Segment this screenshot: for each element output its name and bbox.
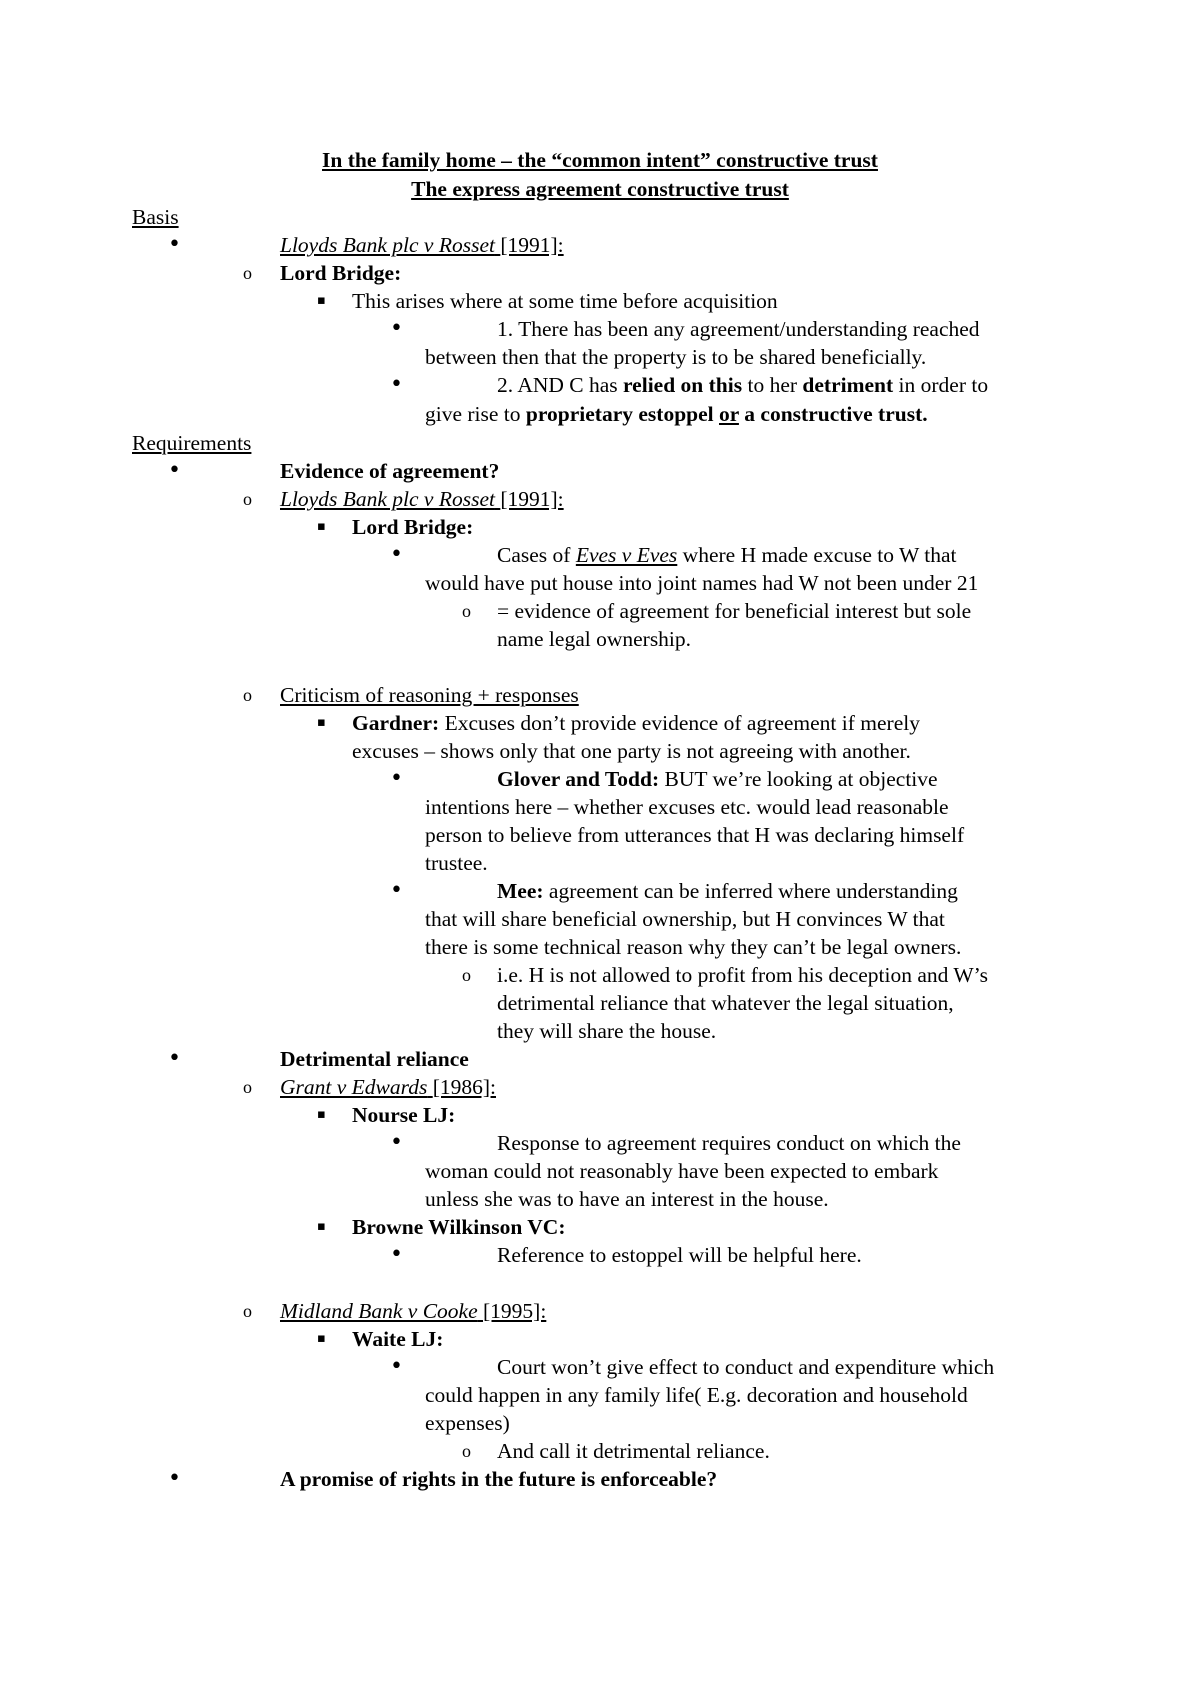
circle-marker: o: [243, 489, 252, 509]
judge-name: Lord Bridge:: [352, 515, 474, 539]
text-line: Court won’t give effect to conduct and expenditure which: [497, 1355, 995, 1379]
circle-marker: o: [243, 263, 252, 283]
circle-marker: o: [243, 1077, 252, 1097]
bullet-marker: •: [390, 372, 403, 397]
case-citation: Midland Bank v Cooke [1995]:: [280, 1299, 547, 1323]
square-marker: ▪: [317, 1331, 326, 1346]
circle-marker: o: [243, 685, 252, 705]
section-heading: A promise of rights in the future is enforceable?: [280, 1467, 718, 1491]
judge-name: Nourse LJ:: [352, 1103, 456, 1127]
bullet-marker: •: [390, 542, 403, 567]
text-line: unless she was to have an interest in the house.: [425, 1187, 829, 1211]
case-citation: Grant v Edwards [1986]:: [280, 1075, 496, 1099]
text-line: could happen in any family life( E.g. decoration and household: [425, 1383, 968, 1407]
text-line: trustee.: [425, 851, 488, 875]
square-marker: ▪: [317, 1219, 326, 1234]
text-line: Mee: agreement can be inferred where understanding: [497, 879, 958, 903]
text-line: they will share the house.: [497, 1019, 717, 1043]
text-line: woman could not reasonably have been expected to embark: [425, 1159, 939, 1183]
case-citation: Lloyds Bank plc v Rosset [1991]:: [280, 487, 564, 511]
bullet-marker: •: [390, 1354, 403, 1379]
text-line: name legal ownership.: [497, 627, 692, 651]
bullet-marker: •: [390, 878, 403, 903]
text-line: Glover and Todd: BUT we’re looking at objective: [497, 767, 938, 791]
text-line: 2. AND C has relied on this to her detriment in order to: [497, 373, 989, 397]
circle-marker: o: [243, 1301, 252, 1321]
basis-heading: Basis: [132, 205, 179, 229]
text-line: i.e. H is not allowed to profit from his deception and W’s: [497, 963, 989, 987]
text-line: Cases of Eves v Eves where H made excuse to W that: [497, 543, 957, 567]
text-line: Reference to estoppel will be helpful here.: [497, 1243, 862, 1267]
circle-marker: o: [462, 1441, 471, 1461]
square-marker: ▪: [317, 293, 326, 308]
title-heading: In the family home – the “common intent” constructive trust: [322, 148, 878, 172]
section-heading: Evidence of agreement?: [280, 459, 500, 483]
text-line: intentions here – whether excuses etc. would lead reasonable: [425, 795, 949, 819]
subtitle-heading: The express agreement constructive trust: [411, 177, 789, 201]
section-heading: Detrimental reliance: [280, 1047, 469, 1071]
text-line: person to believe from utterances that H was declaring himself: [425, 823, 965, 847]
text-line: Gardner: Excuses don’t provide evidence of agreement if merely: [352, 711, 920, 735]
text-line: between then that the property is to be shared beneficially.: [425, 345, 927, 369]
text-line: that will share beneficial ownership, but H convinces W that: [425, 907, 945, 931]
circle-marker: o: [462, 965, 471, 985]
square-marker: ▪: [317, 1107, 326, 1122]
bullet-marker: •: [390, 1242, 403, 1267]
text-line: = evidence of agreement for beneficial interest but sole: [497, 599, 972, 623]
bullet-marker: •: [390, 766, 403, 791]
text-line: Response to agreement requires conduct on which the: [497, 1131, 961, 1155]
judge-name: Lord Bridge:: [280, 261, 402, 285]
square-marker: ▪: [317, 519, 326, 534]
bullet-marker: •: [168, 232, 181, 257]
text-line: would have put house into joint names had W not been under 21: [425, 571, 979, 595]
text-line: there is some technical reason why they can’t be legal owners.: [425, 935, 962, 959]
text-line: excuses – shows only that one party is not agreeing with another.: [352, 739, 911, 763]
bullet-marker: •: [168, 458, 181, 483]
bullet-marker: •: [390, 1130, 403, 1155]
judge-name: Browne Wilkinson VC:: [352, 1215, 566, 1239]
bullet-marker: •: [390, 316, 403, 341]
text-line: And call it detrimental reliance.: [497, 1439, 770, 1463]
text-line: expenses): [425, 1411, 510, 1435]
requirements-heading: Requirements: [132, 431, 252, 455]
text-line: 1. There has been any agreement/understanding reached: [497, 317, 980, 341]
text-line: detrimental reliance that whatever the legal situation,: [497, 991, 954, 1015]
case-citation: Lloyds Bank plc v Rosset [1991]:: [280, 233, 564, 257]
text-line: give rise to proprietary estoppel or a constructive trust.: [425, 402, 928, 426]
bullet-marker: •: [168, 1046, 181, 1071]
bullet-marker: •: [168, 1466, 181, 1491]
square-marker: ▪: [317, 715, 326, 730]
circle-marker: o: [462, 601, 471, 621]
judge-name: Waite LJ:: [352, 1327, 444, 1351]
text-line: This arises where at some time before acquisition: [352, 289, 778, 313]
subsection-heading: Criticism of reasoning + responses: [280, 683, 579, 707]
